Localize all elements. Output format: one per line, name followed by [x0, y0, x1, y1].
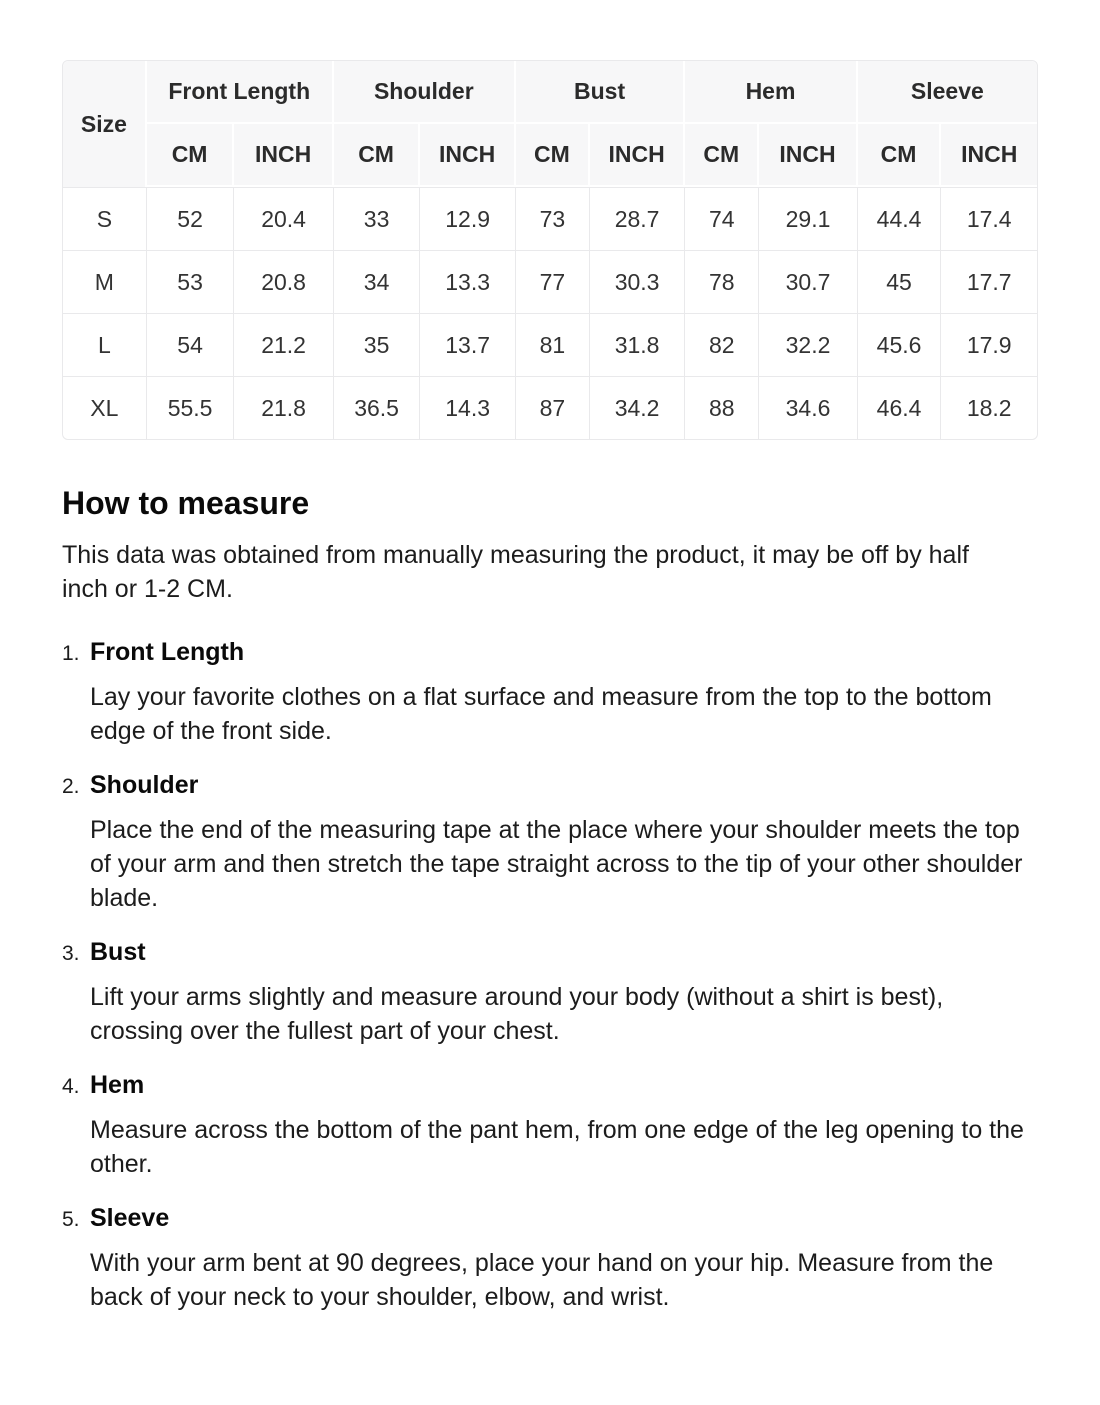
step-number: 4.	[62, 1075, 80, 1098]
step-title: Bust	[90, 938, 146, 966]
measure-step-shoulder	[62, 769, 1038, 915]
value-cell: 73	[516, 187, 590, 250]
unit-header-inch: INCH	[590, 124, 685, 187]
value-cell: 30.3	[590, 250, 685, 313]
value-cell: 45.6	[858, 313, 942, 376]
size-chart-body	[63, 187, 1037, 439]
value-cell: 44.4	[858, 187, 942, 250]
size-chart-table	[62, 60, 1038, 440]
value-cell: 32.2	[759, 313, 857, 376]
step-title: Front Length	[90, 638, 245, 666]
size-chart-header	[63, 61, 1037, 187]
col-group-sleeve: Sleeve	[858, 61, 1037, 124]
step-title: Sleeve	[90, 1204, 170, 1232]
step-description: Measure across the bottom of the pant hem, from one edge of the leg opening to the other.	[90, 1116, 1024, 1178]
unit-header-inch: INCH	[941, 124, 1037, 187]
step-description: Place the end of the measuring tape at the place where your shoulder meets the top of your arm and then stretch the tape straight across to the tip of your other shoulder blade.	[90, 816, 1023, 912]
value-cell: 45	[858, 250, 942, 313]
step-heading	[62, 1069, 1038, 1101]
measure-steps-list	[62, 636, 1038, 1314]
unit-header-cm: CM	[147, 124, 235, 187]
step-heading	[62, 1202, 1038, 1234]
value-cell: 36.5	[334, 376, 421, 439]
value-cell: 20.8	[234, 250, 333, 313]
value-cell: 12.9	[420, 187, 515, 250]
col-group-bust: Bust	[516, 61, 685, 124]
measure-disclaimer-text: This data was obtained from manually measuring the product, it may be off by half inch or 1-2 CM.	[62, 541, 969, 603]
value-cell: 35	[334, 313, 421, 376]
measure-step-front-length	[62, 636, 1038, 748]
step-number: 1.	[62, 642, 80, 665]
value-cell: 33	[334, 187, 421, 250]
value-cell: 34	[334, 250, 421, 313]
value-cell: 13.3	[420, 250, 515, 313]
step-number: 3.	[62, 942, 80, 965]
step-heading	[62, 936, 1038, 968]
value-cell: 82	[685, 313, 759, 376]
table-row-size-s	[63, 187, 1037, 250]
value-cell: 21.2	[234, 313, 333, 376]
step-description: Lift your arms slightly and measure around your body (without a shirt is best), crossing over the fullest part of your chest.	[90, 983, 944, 1045]
table-row-size-m	[63, 250, 1037, 313]
step-heading	[62, 636, 1038, 668]
step-title: Hem	[90, 1071, 145, 1099]
col-header-size: Size	[63, 61, 147, 187]
value-cell: 30.7	[759, 250, 857, 313]
unit-header-cm: CM	[516, 124, 590, 187]
col-group-shoulder: Shoulder	[334, 61, 516, 124]
step-description: With your arm bent at 90 degrees, place your hand on your hip. Measure from the back of your neck to your shoulder, elbow, and wrist.	[90, 1249, 994, 1311]
value-cell: 81	[516, 313, 590, 376]
size-cell: XL	[63, 376, 147, 439]
col-group-hem: Hem	[685, 61, 857, 124]
measure-step-hem	[62, 1069, 1038, 1181]
value-cell: 74	[685, 187, 759, 250]
step-heading	[62, 769, 1038, 801]
value-cell: 17.9	[941, 313, 1037, 376]
value-cell: 34.6	[759, 376, 857, 439]
unit-header-cm: CM	[858, 124, 942, 187]
value-cell: 17.7	[941, 250, 1037, 313]
size-cell: M	[63, 250, 147, 313]
unit-header-inch: INCH	[759, 124, 857, 187]
size-cell: S	[63, 187, 147, 250]
value-cell: 21.8	[234, 376, 333, 439]
table-row-size-xl	[63, 376, 1037, 439]
value-cell: 14.3	[420, 376, 515, 439]
col-group-front-length: Front Length	[147, 61, 334, 124]
value-cell: 78	[685, 250, 759, 313]
value-cell: 17.4	[941, 187, 1037, 250]
measure-step-sleeve	[62, 1202, 1038, 1314]
unit-header-cm: CM	[334, 124, 421, 187]
value-cell: 31.8	[590, 313, 685, 376]
table-row-size-l	[63, 313, 1037, 376]
unit-header-cm: CM	[685, 124, 759, 187]
value-cell: 88	[685, 376, 759, 439]
value-cell: 87	[516, 376, 590, 439]
value-cell: 46.4	[858, 376, 942, 439]
value-cell: 53	[147, 250, 235, 313]
value-cell: 20.4	[234, 187, 333, 250]
value-cell: 34.2	[590, 376, 685, 439]
measure-step-bust	[62, 936, 1038, 1048]
group-header-row	[63, 61, 1037, 124]
value-cell: 55.5	[147, 376, 235, 439]
value-cell: 52	[147, 187, 235, 250]
size-cell: L	[63, 313, 147, 376]
unit-header-row	[63, 124, 1037, 187]
step-number: 2.	[62, 775, 80, 798]
value-cell: 77	[516, 250, 590, 313]
value-cell: 28.7	[590, 187, 685, 250]
step-title: Shoulder	[90, 771, 199, 799]
step-description: Lay your favorite clothes on a flat surface and measure from the top to the bottom edge of the front side.	[90, 683, 992, 745]
value-cell: 13.7	[420, 313, 515, 376]
step-number: 5.	[62, 1208, 80, 1231]
unit-header-inch: INCH	[420, 124, 515, 187]
value-cell: 54	[147, 313, 235, 376]
how-to-measure-title: How to measure	[62, 485, 310, 521]
unit-header-inch: INCH	[234, 124, 333, 187]
value-cell: 18.2	[941, 376, 1037, 439]
value-cell: 29.1	[759, 187, 857, 250]
